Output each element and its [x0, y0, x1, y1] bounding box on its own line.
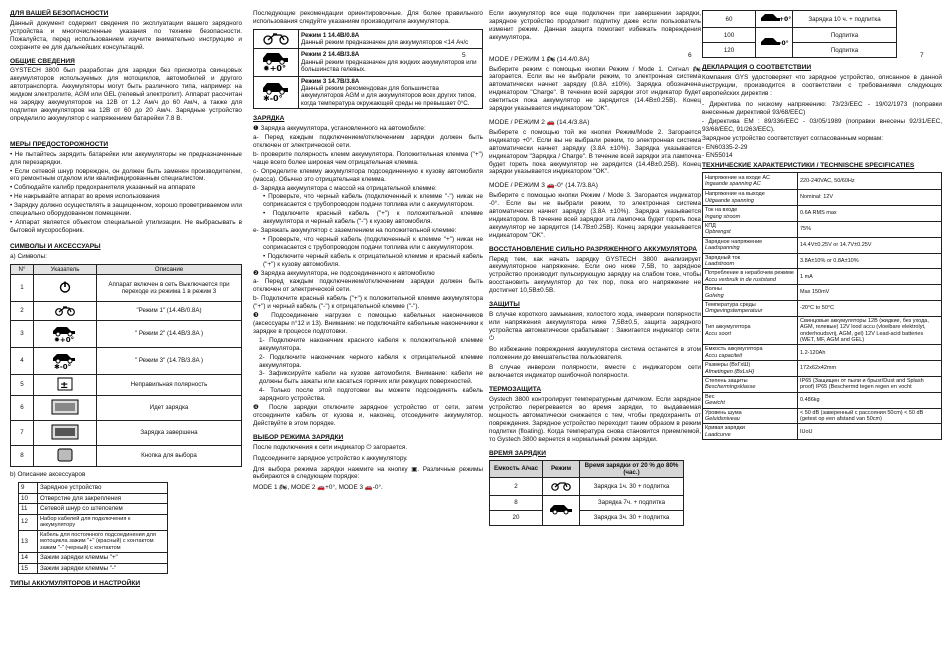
symbols-title: СИМВОЛЫ И АКСЕССУАРЫ	[10, 242, 101, 250]
charging-step: b- проверите полярность клемм аккумулятора. Положительная клемма ("+") чаще всего более широкая чем отрицательная клемма.	[253, 150, 483, 166]
spec-row	[703, 377, 942, 393]
svg-text:✹+0°: ✹+0°	[263, 64, 286, 74]
spec-key-en: Geluidsniveau	[705, 416, 740, 423]
spec-value: 220-240VAC, 50/60Hz	[798, 173, 942, 190]
spec-value: Свинцовые аккумуляторы 12В (жидкие, без ухода, AGM, гелевые) 12V lood accu (vloeibare elektrolyt, onderhoudsvrij, AGM, gel) 12V Lead-acid batteries (WET, MF, AGM and GEL)	[798, 316, 942, 345]
mode-text: Данный режим предназначен для аккумуляторов <14 Ач/с	[301, 39, 469, 47]
precautions-list	[10, 151, 242, 235]
row-number: 14	[19, 553, 38, 563]
charging-step: a- Перед каждым подключением/отключением зарядки должен быть отключен от электрической сети.	[253, 134, 483, 149]
spec-key: Зарядный ток	[705, 254, 741, 261]
charging-step: • Проверьте, что черный кабель (подключенный к клемме "-") никак не соприкасается с трубопроводом подачи топлива или с аккумулятором.	[263, 193, 483, 209]
charging-step: d- Зарядка аккумулятора с массой на отрицательной клемме:	[253, 184, 437, 192]
mode-text: Данный режим предназначен для жидких аккумуляторов или большинства гелевых.	[301, 58, 477, 74]
column-1	[10, 10, 242, 666]
general-text: GYSTECH 3800 был разработан для зарядки без присмотра свинцовых аккумуляторов используемых для мотоциклов, автомобилей и другого автотранспорта. Аккумуляторы могут быть различного типа, например: на жидком электролите, AGM или GEL (гелевый электролит). Аппарат рассчитан на зарядку аккумуляторов на 12В от 1.2 Ам/ч до 60 Ам/ч, а также для подпитки аккумуляторов на 12В от 60 до 20 Ам/ч. Зарядные устройство определило аккумулятор с напряжением батарейки 7.8 В.	[10, 67, 242, 122]
charge-icon	[34, 395, 97, 420]
charging-step: e- Заряжать аккумулятор с заземлением на положительной клемме:	[253, 227, 457, 235]
row-number: 8	[11, 445, 34, 466]
spec-key: Уровень шума	[705, 409, 742, 416]
spec-row	[703, 221, 942, 237]
table-row	[11, 347, 242, 374]
charging-step: b- Подключите красный кабель ("+") к положительной клемме аккумулятора ("+") и черный кабель ("-") к отрицательной клемме ("-").	[253, 295, 483, 311]
table-row	[703, 11, 897, 28]
spec-value: 3.8A±10% or 0.8A±10%	[798, 253, 942, 269]
table-header: Указатель	[34, 264, 97, 274]
specs-title: ТЕХНИЧЕСКИЕ ХАРАКТЕРИСТИКИ / TECHNISCHE SPECIFICATIES	[702, 162, 915, 170]
motorcycle-icon	[543, 478, 580, 495]
column-2	[253, 10, 483, 666]
conformity-item: Зарядное устройство соответствует согласованным нормам:	[702, 134, 883, 142]
spec-key-en: Uitgaande spanning	[705, 197, 754, 204]
spec-key-en: Gewicht	[705, 400, 725, 407]
row-desc: Набор кабелей для подключения к аккумулятору	[38, 514, 168, 530]
charging-step: 3- Зафиксируйте кабели на кузове автомобиля. Внимание: кабели не должны быть зажаты или касаться горячих или режущих поверхностей.	[259, 370, 483, 386]
thermal-title: ТЕРМОЗАЩИТА	[489, 386, 542, 394]
charging-step: ❹ После зарядки отключите зарядное устройство от сети, затем отсоедините кабель от кузова и, наконец, отсоедините аккумулятор. Действуйте в этом порядке.	[253, 404, 483, 427]
select-mode-title: ВЫБОР РЕЖИМА ЗАРЯДКИ	[253, 433, 344, 441]
table-header: Емкость А/час	[490, 460, 543, 478]
table-row	[490, 510, 684, 525]
time-cell: Подпитка	[793, 43, 897, 58]
spec-key: Температура среды	[705, 301, 756, 308]
car-warm-icon	[756, 11, 793, 28]
mode3-text: Выберите с помощью кнопки Режим / Mode 3. Загорается индикатор -0°. Если вы не выбрали режим, то электронная система автоматически начнет зарядку (3.8A ±10%). Зарядка указывается индикатором. В течение всей зарядки эта лампочка будет гореть пока аккумулятор не зарядится (14.7В±0.25В). Конец зарядки указывается индикатором "OK".	[489, 192, 701, 239]
svg-text:✹+0°: ✹+0°	[54, 335, 75, 344]
spec-value: 14.4V±0.25V or 14.7V±0.25V	[798, 237, 942, 253]
spec-key: Емкость аккумулятора	[705, 346, 763, 353]
row-desc: Зарядка завершена	[97, 420, 242, 445]
symbols-subtitle: a) Символы:	[10, 252, 47, 260]
row-number: 6	[11, 395, 34, 420]
spec-row	[703, 300, 942, 316]
time-cell: Подпитка	[793, 28, 897, 43]
capacity-cell: 100	[703, 28, 756, 43]
charging-step: a- Перед каждым подключением/отключением зарядки должен быть отключен от электрической сети.	[253, 278, 483, 294]
spec-row	[703, 408, 942, 424]
spec-row	[703, 345, 942, 361]
spec-key-en: Afmetingen (BxLxH)	[705, 368, 755, 375]
protection-title: ЗАЩИТЫ	[489, 301, 520, 309]
symbols-table	[10, 264, 242, 468]
car-cold-icon	[254, 76, 299, 109]
restore-title: ВОССТАНОВЛЕНИЕ СИЛЬНО РАЗРЯЖЕННОГО АККУМУЛЯТОРА	[489, 245, 697, 253]
select-text-1: После подключения к сети индикатор ⏻ загорается.	[253, 443, 408, 451]
accessories-subtitle: b) Описание аксессуаров	[10, 471, 86, 479]
spec-key-en: Laadstroom	[705, 260, 735, 267]
row-number: 15	[19, 563, 38, 573]
spec-value: 0.6A RMS max	[798, 206, 942, 222]
charging-step: • Подключите черный кабель к отрицательной клемме и красный кабель ("+") к кузову автомобиля.	[263, 252, 483, 268]
battery-types-title: ТИПЫ АККУМУЛЯТОРОВ И НАСТРОЙКИ	[10, 580, 141, 588]
table-row	[11, 301, 242, 320]
row-number: 5	[11, 374, 34, 395]
spec-key: Потребление в нерабочем режиме	[705, 270, 794, 277]
row-number: 12	[19, 514, 38, 530]
spec-key: Размеры (ВхГхШ)	[705, 362, 751, 369]
precaution-item: • Зарядку должно осуществлять в защищенном, хорошо проветриваемом или специально оборудованном помещении.	[10, 202, 242, 218]
svg-text:-0°: -0°	[779, 39, 789, 47]
mode-title: Режим 1 14.4В/0.8A	[301, 31, 360, 39]
spec-key: Ток на входе	[705, 207, 738, 214]
capacity-cell: 8	[490, 495, 543, 510]
spec-key: Волны	[705, 286, 722, 293]
table-row	[11, 420, 242, 445]
capacity-cell: 2	[490, 478, 543, 495]
precaution-item: • Аппарат является объектом специальной утилизации. Не выбрасывать в бытовой мусоросборник.	[10, 218, 242, 234]
spec-value: < 50 dB (заверенный с рассояния 50cm) < 50 dB (getest op een afstand van 50cm)	[798, 408, 942, 424]
car-warm-icon	[34, 320, 97, 347]
table-row	[490, 478, 684, 495]
conformity-title: ДЕКЛАРАЦИЯ О СООТВЕТСТВИИ	[702, 64, 812, 72]
row-number: 11	[19, 504, 38, 514]
capacity-cell: 120	[703, 43, 756, 58]
spec-key-en: Accu capaciteit	[705, 352, 742, 359]
row-desc: Неправильная полярность	[97, 374, 242, 395]
time-cell: Зарядка 1ч. 30 + подпитка	[580, 478, 684, 495]
charging-step: 4- Только после этой подготовки вы можете подсоединять кабель зарядного устройства.	[259, 387, 483, 403]
intro-text: Последующие рекомендации ориентировочные. Для более правильного использования следуйте указаниям производителя аккумулятора.	[253, 10, 483, 25]
charging-step: ❸ Подсоединение нагрузки с помощью кабельных наконечников (аксессуары n°12 и 13). Внимание: не подключайте кабельные наконечники к зарядке в процессе подготовки.	[253, 312, 483, 335]
row-number: 2	[11, 301, 34, 320]
table-row	[19, 514, 168, 530]
mode-title: Режим 3 14.7В/3.8A	[301, 77, 360, 85]
row-number: 7	[11, 420, 34, 445]
row-desc: Зажим зарядки клеммы "-"	[38, 563, 168, 573]
spec-key-en: Accu soort	[705, 330, 731, 337]
motorcycle-icon	[254, 29, 299, 48]
safety-text: Данный документ содержит сведения по эксплуатации вашего зарядного устройства и многочисленные указания по технике безопасности. Пожалуйста, перед использованием изучите внимательно инструкцию и сохраните ее для дальнейших консультаций.	[10, 19, 242, 51]
precaution-item: • Не накрывайте аппарат во время использования	[10, 193, 160, 201]
spec-key-en: Omgevingstemperatuur	[705, 308, 763, 315]
charging-step: 1- Подключите наконечник красного кабеля к положительной клемме аккумулятора.	[259, 336, 483, 352]
safety-title: ДЛЯ ВАШЕЙ БЕЗОПАСНОСТИ	[10, 10, 109, 17]
spec-key-en: Ingaande spanning AC	[705, 181, 761, 188]
select-text-3: Для выбора режима зарядки нажмите на кнопку ▣. Различные режимы выбираются в следующем порядке:	[253, 465, 483, 481]
spec-key: Зарядное напряжение	[705, 238, 763, 245]
mode1-title: MODE / РЕЖИМ 1 🏍 (14.4/0.8A)	[489, 55, 590, 63]
conformity-item: - Директива ЕМ : 89/336/EEC - 03/05/1989 (поправки внесены 92/31/EEC, 93/68/EEC, 91/263/EEC).	[702, 117, 942, 133]
table-row	[19, 483, 168, 493]
mode-row	[254, 76, 483, 109]
select-text-2: Подсоедините зарядное устройство к аккумулятору.	[253, 454, 408, 462]
spec-key: Кривая зарядки	[705, 425, 746, 432]
table-row	[703, 28, 897, 43]
spec-key: Степень защиты	[705, 378, 748, 385]
mode-text: Данный режим рекомендован для большинства аккумуляторов AGM и для аккумуляторов всех других типов, когда температура окружающей среды не превышает 0°C.	[301, 85, 476, 107]
spec-row	[703, 269, 942, 285]
spec-key-en: Golving	[705, 292, 724, 299]
mode2-text: Выберете с помощью той же кнопки Режим/Mode 2. Загорается индикатор +0°. Если вы не выбрали режим, то электронная система автоматически начнет зарядку (3.8A ±10%). Зарядка указывается индикатором "Зарядка / Charge". В течение всей зарядки эта лампочка будет гореть пока аккумулятор не зарядится (14.4В±0.25В). Конец зарядки указывается индикатором "OK".	[489, 128, 701, 176]
table-header: Время зарядки от 20 % до 80% (час.)	[580, 460, 684, 478]
time-cell: Зарядка 7ч. + подпитка	[580, 495, 684, 510]
svg-text:✱-0°: ✱-0°	[263, 94, 283, 104]
charging-step: 2- Подключите наконечник черного кабеля к отрицательной клемме аккумулятора.	[259, 353, 483, 369]
car-warm-icon	[254, 49, 299, 76]
table-row	[19, 553, 168, 563]
spec-row	[703, 253, 942, 269]
spec-key: Тип аккумулятора	[705, 324, 751, 331]
page-number-6: 6	[688, 52, 692, 59]
page-number-7: 7	[920, 52, 924, 59]
mode-row	[254, 49, 483, 76]
row-number: 10	[19, 493, 38, 503]
column-3	[489, 10, 701, 666]
car-cold-icon	[756, 28, 793, 58]
spec-value: Max 150mV	[798, 285, 942, 301]
table-row	[19, 493, 168, 503]
row-desc: Аппарат включен в сеть Выключается при переходе из режима 1 в режим 3	[97, 274, 242, 301]
time-cell: Зарядка 3ч. 30 + подпитка	[580, 510, 684, 525]
conformity-item: - EN60335-2-29	[702, 143, 748, 151]
conformity-item: - EN55014	[702, 152, 733, 160]
precautions-title: МЕРЫ ПРЕДОСТОРОЖНОСТИ	[10, 140, 109, 148]
spec-row	[703, 237, 942, 253]
protection-text-3: В случае инверсии полярности, вместе с индикатором сети включается индикатор ошибочной полярности.	[489, 364, 701, 380]
select-button-icon	[34, 445, 97, 466]
conformity-text: Компания GYS удостоверяет что зарядное устройство, описанное в данной инструкции, производится в соответствии с требованиями следующих европейских директив :	[702, 74, 942, 98]
spec-row	[703, 316, 942, 345]
row-desc: Зарядное устройство	[38, 483, 168, 493]
thermal-text: Gystech 3800 контролирует температурным датчиком. Если зарядное устройство перегревается во время зарядки, то выдаваемая мощность автоматически снижается с тем, чтобы предохранить от повреждения. Зарядное устройство переходит таким образом в режим подпитки (floating). Когда температура снова становится приемлемой, то Gystech 3800 вернется в нормальный режим зарядки.	[489, 396, 701, 443]
table-header: Режим	[543, 460, 580, 478]
svg-text:+0°: +0°	[779, 16, 792, 23]
row-number: 4	[11, 347, 34, 374]
spec-value: 172x62x42mm	[798, 361, 942, 377]
spec-value: Nominal: 12V	[798, 190, 942, 206]
spec-key-en: Accu verbruik in de ruststand	[705, 276, 776, 283]
table-row	[11, 320, 242, 347]
spec-value: -20°C to 50°C	[798, 300, 942, 316]
mode-title: Режим 2 14.4В/3.8A	[301, 51, 360, 59]
spec-key-en: Laadcurve	[705, 431, 731, 438]
charging-step: c- Определите клемму аккумулятора подсоединенную к кузову автомобиля (масса). Обычно это отрицательная клемма.	[253, 167, 483, 183]
spec-value: 1.2-120Ah	[798, 345, 942, 361]
row-desc: " Режим 2" (14.4В/3.8A )	[97, 320, 242, 347]
row-desc: Отверстие для закрепления	[38, 493, 168, 503]
column-4	[702, 10, 942, 666]
precaution-item: • Соблюдайте калибр предохранителя указанный на аппарате	[10, 184, 196, 192]
spec-key: КПД	[705, 222, 716, 229]
page-number-5: 5	[462, 52, 466, 59]
table-row	[19, 563, 168, 573]
row-number: 3	[11, 320, 34, 347]
capacity-cell: 20	[490, 510, 543, 525]
car-icon	[543, 495, 580, 525]
car-cold-icon	[34, 347, 97, 374]
accessories-table	[18, 482, 168, 574]
spec-row	[703, 285, 942, 301]
intro-text: Если аккумулятор все еще подключен при завершении зарядки, зарядное устройство продолжит подпитку даже если пользователь изменит режим. Данная защита помогает избежать повреждения аккумулятора.	[489, 10, 701, 41]
charging-step: • Подключите красный кабель ("+") к положительной клемме аккумулятора и черный кабель ("-") к кузову автомобиля.	[263, 210, 483, 226]
spec-key-en: Beschermingsklasse	[705, 384, 756, 391]
spec-row	[703, 190, 942, 206]
spec-key: Вес	[705, 393, 715, 400]
table-row	[11, 395, 242, 420]
spec-value: IP65 (Защищен от пыли и брызг/Dust and Splash proof) IP65 (Beschermd tegen regen en vocht	[798, 377, 942, 393]
charging-steps	[253, 125, 483, 428]
table-row	[490, 495, 684, 510]
table-row	[11, 274, 242, 301]
svg-text:✱-0°: ✱-0°	[54, 362, 72, 371]
spec-value: 0.486kg	[798, 392, 942, 408]
ok-icon	[34, 420, 97, 445]
row-desc: " Режим 3" (14.7В/3.8A )	[97, 347, 242, 374]
mode3-title: MODE / РЕЖИМ 3 🚗-0° (14.7/3.8A)	[489, 182, 598, 190]
table-row	[11, 445, 242, 466]
restore-text: Перед тем, как начать зарядку GYSTECH 3800 анализирует аккумуляторное напряжение. Если оно ниже 7,5В, то зарядное устройство производит пульсирующую зарядку на слабом токе, чтобы восстановить аккумулятор до тех пор, пока его напряжение не достигнет 10,5В±0.5В.	[489, 255, 701, 295]
table-row	[11, 374, 242, 395]
charge-time-table-continued	[702, 10, 897, 58]
motorcycle-icon	[34, 301, 97, 320]
row-number: 1	[11, 274, 34, 301]
spec-value: IUoU	[798, 424, 942, 440]
table-row	[19, 504, 168, 514]
charging-title: ЗАРЯДКА	[253, 115, 285, 123]
spec-row	[703, 392, 942, 408]
charging-step: ❷ Зарядка аккумулятора, не подсоединенного к автомобилю	[253, 269, 435, 277]
power-icon	[34, 274, 97, 301]
protection-text-1: В случае короткого замыкания, холостого хода, инверсии полярности или напряжения аккумулятора ниже 7,5В±0.5, защита зарядного устройства автоматически срабатывает : Зажигается индикатор сети. ⏻	[489, 311, 701, 342]
spec-key-en: Opbrengst	[705, 229, 731, 236]
spec-row	[703, 424, 942, 440]
row-number: 9	[19, 483, 38, 493]
row-desc: Сетевой шнур со штепселем	[38, 504, 168, 514]
precaution-item: • Не пытайтесь зарядить батарейки или аккумуляторы не предназначенные для перезарядки.	[10, 150, 242, 166]
svg-text:±: ±	[60, 379, 69, 391]
row-desc: Зажим зарядки клеммы "+"	[38, 553, 168, 563]
mode-row	[254, 29, 483, 48]
row-desc: Кнопка для выбора	[97, 445, 242, 466]
spec-row	[703, 361, 942, 377]
spec-key-en: Laadspanning	[705, 245, 740, 252]
precaution-item: • Если сетевой шнур поврежден, он должен быть заменен производителем, его ремонтным отделом или квалифицированным специалистом.	[10, 167, 242, 183]
spec-value: 75%	[798, 221, 942, 237]
charging-step: ❶ Зарядка аккумулятора, установленного на автомобиле:	[253, 125, 426, 133]
mode-order: MODE 1 🏍, MODE 2 🚗+0°, MODE 3 🚗-0°.	[253, 484, 383, 492]
charge-time-table	[489, 460, 684, 526]
conformity-list	[702, 101, 942, 160]
table-row	[703, 43, 897, 58]
polarity-icon	[34, 374, 97, 395]
mode1-text: Выберите режим с помощью кнопки Режим / Mode 1. Сигнал 🏍 загорается. Если вы не выбрали режим, то электронная система автоматически начнет зарядку (0.8A ±10%). Зарядка обозначена индикатором "Charge". В течении всей зарядки этот индикатор будет светиться пока аккумулятор не зарядится (14.4В±0.25В). Конец зарядки указывается индикатором "OK".	[489, 65, 701, 113]
spec-key: Напряжение на входе AC	[705, 174, 771, 181]
table-header: N°	[11, 264, 34, 274]
spec-key: Напряжение на выходе	[705, 191, 765, 198]
table-row	[19, 530, 168, 553]
row-desc: "Режим 1" (14.4В/0.8A)	[97, 301, 242, 320]
row-desc: Идет зарядка	[97, 395, 242, 420]
spec-key-en: Ingang stroom	[705, 213, 741, 220]
mode2-title: MODE / РЕЖИМ 2 🚗 (14.4/3.8A)	[489, 118, 590, 126]
time-cell: Зарядка 10 ч. + подпитка	[793, 11, 897, 28]
capacity-cell: 60	[703, 11, 756, 28]
general-title: ОБЩИЕ СВЕДЕНИЯ	[10, 57, 75, 65]
protection-text-2: Во избежание повреждения аккумулятора система останется в этом положении до вмешательства пользователя.	[489, 345, 701, 361]
table-header: Описание	[97, 264, 242, 274]
charge-time-title: ВРЕМЯ ЗАРЯДКИ	[489, 449, 546, 457]
spec-row	[703, 206, 942, 222]
spec-row	[703, 173, 942, 190]
conformity-item: - Директива по низкому напряжению: 73/23/EEC - 19/02/1973 (поправки внесенные директивой 93/68/EEC)	[702, 101, 942, 116]
modes-table	[253, 29, 483, 109]
row-desc: Кабель для постоянного подсоединения для мотоцикла зажим "+" (красный) с контактом зажим "-" (черный) с контактом	[38, 530, 168, 553]
charging-step: • Проверьте, что черный кабель (подключенный к клемме "+") никак не соприкасается с трубопроводом подачи топлива или с аккумулятором.	[263, 235, 483, 251]
spec-value: 1 mA	[798, 269, 942, 285]
specs-table	[702, 172, 942, 440]
row-number: 13	[19, 530, 38, 553]
